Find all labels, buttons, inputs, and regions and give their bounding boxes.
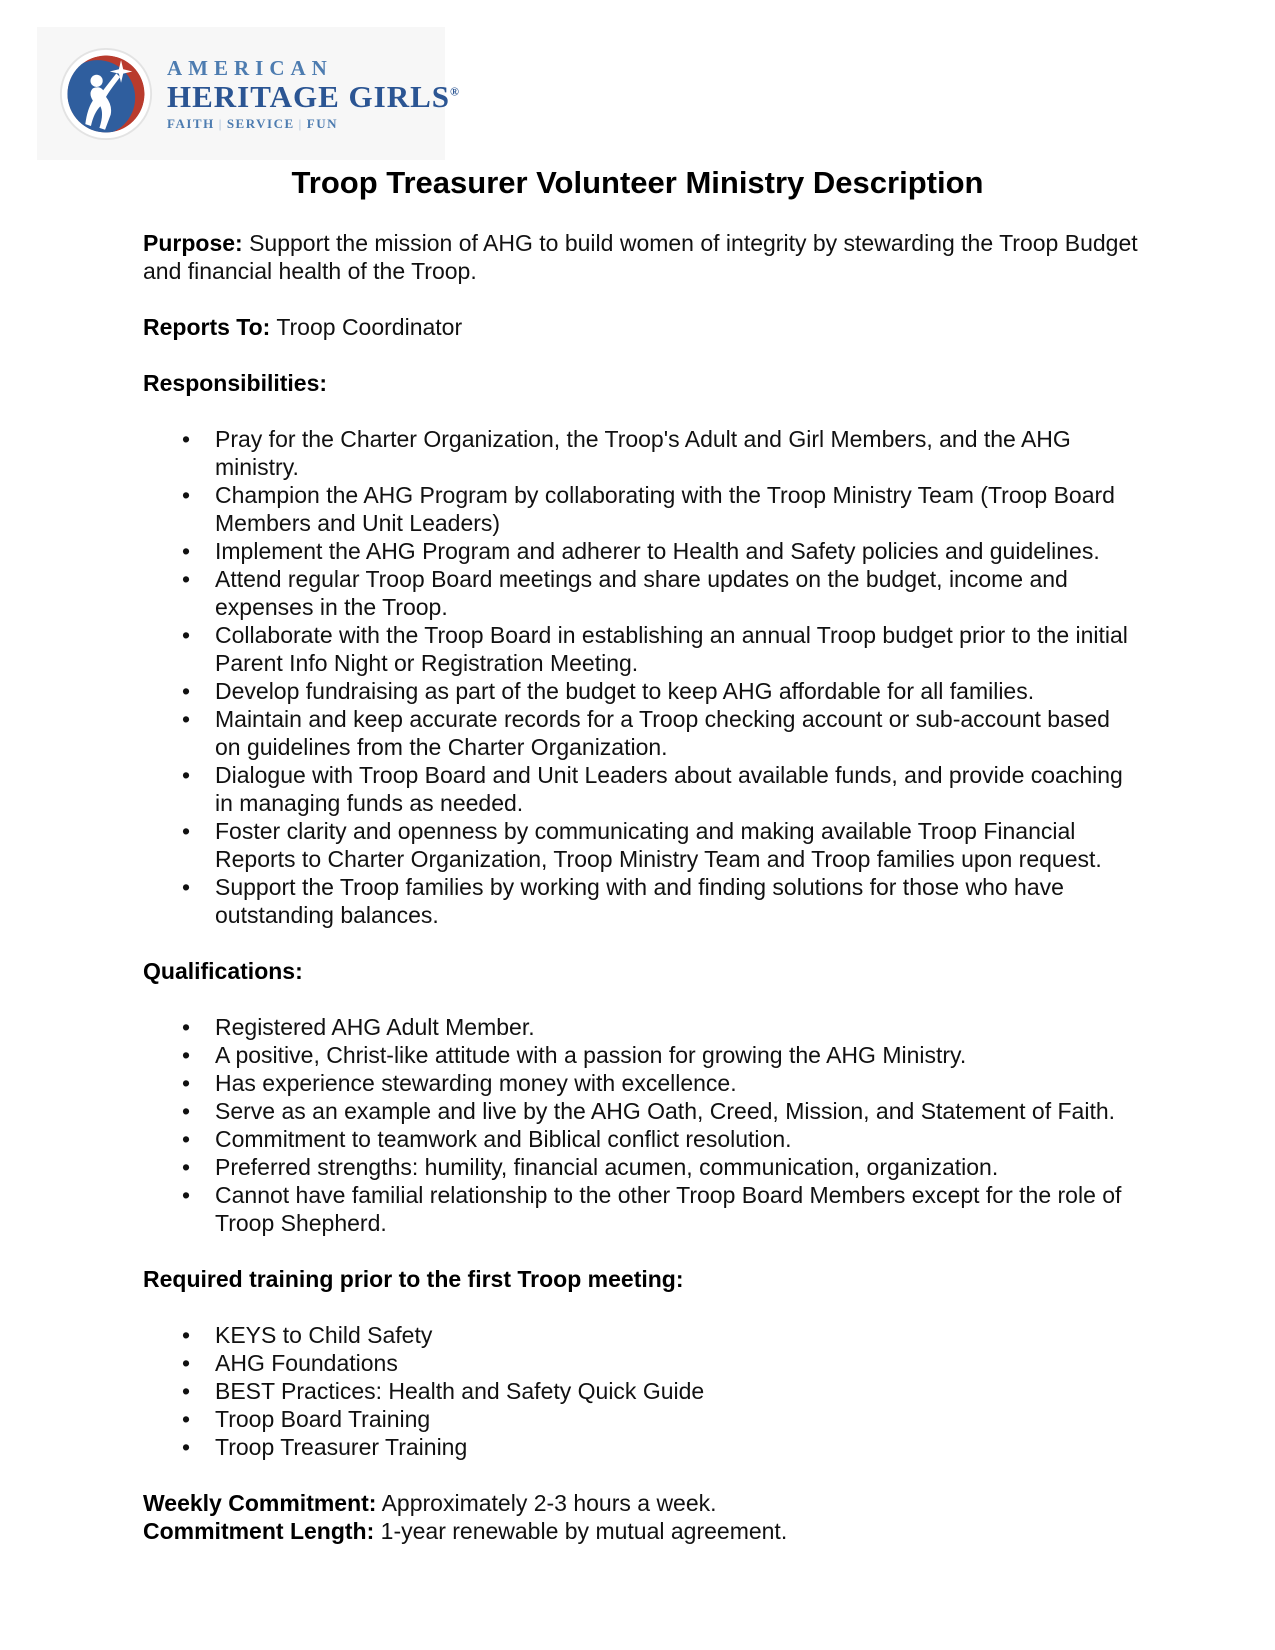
- list-item: • KEYS to Child Safety: [215, 1321, 1138, 1349]
- responsibilities-list: [143, 425, 1138, 929]
- weekly-commitment-label: Weekly Commitment:: [143, 1490, 377, 1516]
- weekly-commitment-text: Approximately 2-3 hours a week.: [381, 1490, 717, 1516]
- purpose-label: Purpose:: [143, 230, 243, 256]
- list-item: • Foster clarity and openness by communicating and making available Troop Financial Reports to Charter Organization, Troop Ministry Team and Troop families upon request.: [215, 817, 1138, 873]
- ahg-emblem-icon: [59, 47, 153, 141]
- tagline-faith: FAITH: [167, 115, 215, 131]
- list-item: • Preferred strengths: humility, financial acumen, communication, organization.: [215, 1153, 1138, 1181]
- list-item: • Has experience stewarding money with excellence.: [215, 1069, 1138, 1097]
- list-item: • Serve as an example and live by the AHG Oath, Creed, Mission, and Statement of Faith.: [215, 1097, 1138, 1125]
- page-title: Troop Treasurer Volunteer Ministry Description: [291, 165, 984, 200]
- list-item: • Cannot have familial relationship to the other Troop Board Members except for the role of Troop Shepherd.: [215, 1181, 1138, 1237]
- list-item: • Support the Troop families by working with and finding solutions for those who have outstanding balances.: [215, 873, 1138, 929]
- reports-to-text: Troop Coordinator: [276, 314, 463, 340]
- document-body: [143, 229, 1138, 1545]
- tagline-service: SERVICE: [226, 115, 295, 131]
- list-item: • A positive, Christ-like attitude with a passion for growing the AHG Ministry.: [215, 1041, 1138, 1069]
- wordmark-tagline: [167, 117, 460, 130]
- list-item: • AHG Foundations: [215, 1349, 1138, 1377]
- qualifications-list: [143, 1013, 1138, 1237]
- list-item: • Dialogue with Troop Board and Unit Leaders about available funds, and provide coaching in managing funds as needed.: [215, 761, 1138, 817]
- qualifications-heading-text: Qualifications:: [143, 958, 303, 984]
- tagline-fun: FUN: [306, 115, 338, 131]
- list-item: • Troop Treasurer Training: [215, 1433, 1138, 1461]
- wordmark-heritage-girls-text: HERITAGE GIRLS: [167, 78, 451, 114]
- purpose-text: Support the mission of AHG to build women of integrity by stewarding the Troop Budget and financial health of the Troop.: [143, 230, 1138, 284]
- ahg-logo: [37, 27, 460, 160]
- list-item: • Implement the AHG Program and adherer to Health and Safety policies and guidelines.: [215, 537, 1138, 565]
- tagline-separator: |: [218, 115, 223, 131]
- commitment-length-label: Commitment Length:: [143, 1518, 375, 1544]
- list-item: • Attend regular Troop Board meetings and share updates on the budget, income and expenses in the Troop.: [215, 565, 1138, 621]
- list-item: • Collaborate with the Troop Board in establishing an annual Troop budget prior to the initial Parent Info Night or Registration Meeting.: [215, 621, 1138, 677]
- ahg-wordmark: [167, 55, 460, 131]
- training-heading: [143, 1265, 1138, 1293]
- list-item: • Commitment to teamwork and Biblical conflict resolution.: [215, 1125, 1138, 1153]
- list-item: • Pray for the Charter Organization, the Troop's Adult and Girl Members, and the AHG ministry.: [215, 425, 1138, 481]
- reports-to-label: Reports To:: [143, 314, 271, 340]
- commitment-length-paragraph: [143, 1517, 1138, 1545]
- weekly-commitment-paragraph: [143, 1489, 1138, 1517]
- tagline-separator: |: [298, 115, 303, 131]
- commitment-length-text: 1-year renewable by mutual agreement.: [380, 1518, 788, 1544]
- list-item: • Troop Board Training: [215, 1405, 1138, 1433]
- qualifications-heading: [143, 957, 1138, 985]
- list-item: • Champion the AHG Program by collaborating with the Troop Ministry Team (Troop Board Members and Unit Leaders): [215, 481, 1138, 537]
- list-item: • Maintain and keep accurate records for a Troop checking account or sub-account based on guidelines from the Charter Organization.: [215, 705, 1138, 761]
- responsibilities-heading: [143, 369, 1138, 397]
- training-list: [143, 1321, 1138, 1461]
- training-heading-text: Required training prior to the first Troop meeting:: [143, 1266, 684, 1292]
- responsibilities-heading-text: Responsibilities:: [143, 370, 328, 396]
- registered-mark: ®: [450, 84, 460, 99]
- list-item: • BEST Practices: Health and Safety Quick Guide: [215, 1377, 1138, 1405]
- list-item: • Develop fundraising as part of the budget to keep AHG affordable for all families.: [215, 677, 1138, 705]
- reports-to-paragraph: [143, 313, 1138, 341]
- list-item: • Registered AHG Adult Member.: [215, 1013, 1138, 1041]
- wordmark-american: AMERICAN: [167, 55, 333, 80]
- wordmark-heritage-girls: [167, 78, 460, 114]
- purpose-paragraph: [143, 229, 1138, 285]
